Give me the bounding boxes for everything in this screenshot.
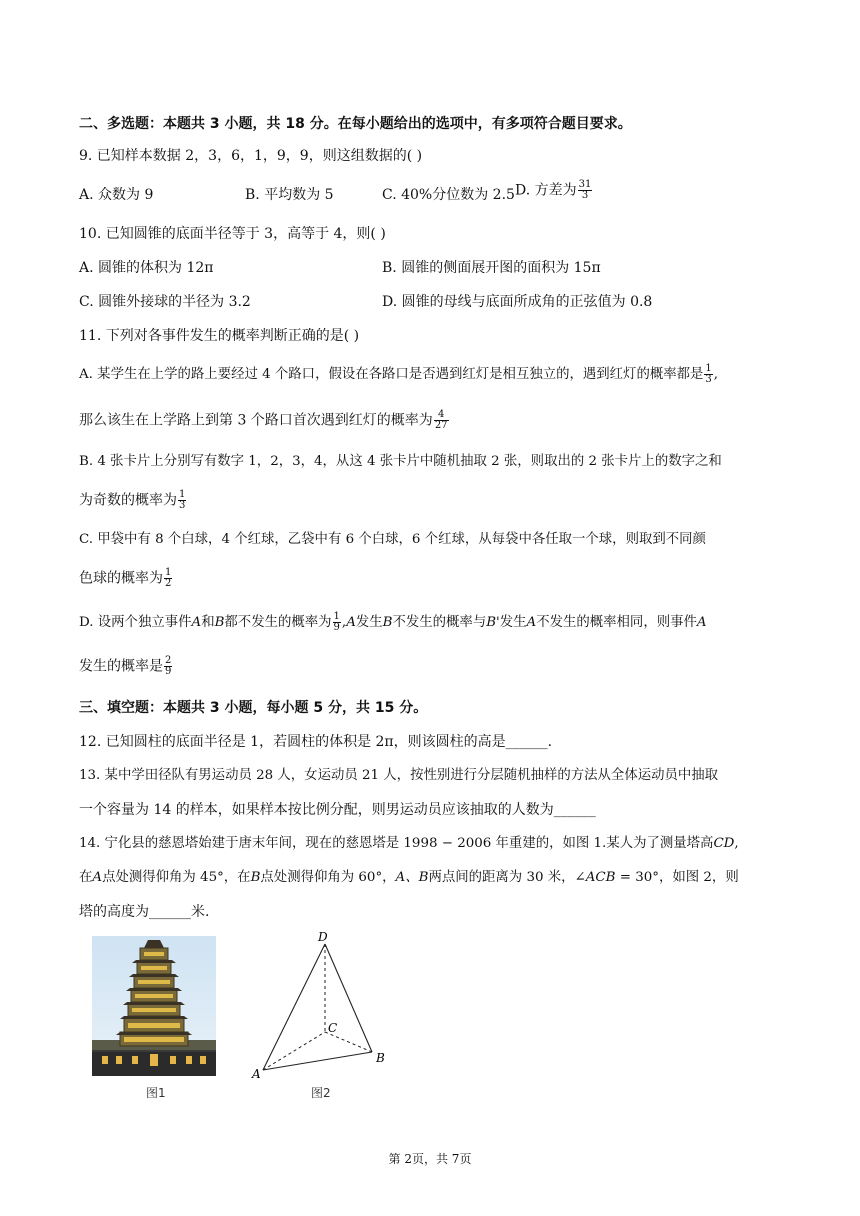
page-footer: 第 2页，共 7页 — [388, 1152, 472, 1166]
q11-option-c-line2: 色球的概率为 $\frac{1}{2}$ — [79, 567, 172, 589]
q11-option-a-line2: 那么该生在上学路上到第 3 个路口首次遇到红灯的概率为 $\frac{4}{27}$ — [79, 409, 448, 431]
q13-line1: 13. 某中学田径队有男运动员 28 人，女运动员 21 人，按性别进行分层随机抽样的方法从全体运动员中抽取 — [79, 768, 719, 783]
q11-stem: 11. 下列对各事件发生的概率判断正确的是( ) — [79, 328, 360, 344]
section2-header: 二、多选题：本题共 3 小题，共 18 分。在每小题给出的选项中，有多项符合题目要求。 — [79, 116, 632, 132]
point-a-label: A — [252, 1067, 261, 1080]
q13-line2: 一个容量为 14 的样本，如果样本按比例分配，则男运动员应该抽取的人数为______ — [79, 802, 596, 818]
q14-line1: 14. 宁化县的慈恩塔始建于唐末年间，现在的慈恩塔是 1998 − 2006 年重建的，如图 1.某人为了测量塔高CD, — [79, 836, 739, 851]
q10-option-d: D. 圆锥的母线与底面所成角的正弦值为 0.8 — [382, 294, 653, 310]
q14-line3: 塔的高度为______米. — [79, 904, 210, 920]
q11-option-a-line1: A. 某学生在上学的路上要经过 4 个路口，假设在各路口是否遇到红灯是相互独立的，遇到红灯的概率都是 $\frac{1}{3}$ , — [79, 363, 719, 385]
point-b-label: B — [376, 1051, 385, 1065]
q10-stem: 10. 已知圆锥的底面半径等于 3，高等于 4，则( ) — [79, 226, 386, 242]
q11-option-d-line1: D. 设两个独立事件A和B都不发生的概率为 $\frac{1}{9}$ ,A发生B不发生的概率与B'发生A不发生的概率相同，则事件A — [79, 611, 707, 633]
q10-option-b: B. 圆锥的侧面展开图的面积为 15π — [382, 260, 601, 276]
pyramid-diagram — [248, 928, 398, 1080]
pagoda-illustration — [92, 936, 216, 1076]
q12-stem: 12. 已知圆柱的底面半径是 1，若圆柱的体积是 2π，则该圆柱的高是______. — [79, 734, 553, 750]
figure-1-caption: 图1 — [146, 1086, 166, 1100]
q11-option-d-line2: 发生的概率是 $\frac{2}{9}$ — [79, 655, 172, 677]
figure-2-caption: 图2 — [311, 1086, 331, 1100]
q11-option-b-line1: B. 4 张卡片上分别写有数字 1，2，3，4，从这 4 张卡片中随机抽取 2 张，则取出的 2 张卡片上的数字之和 — [79, 454, 722, 469]
pagoda-photo — [92, 936, 216, 1076]
q11-option-c-line1: C. 甲袋中有 8 个白球，4 个红球，乙袋中有 6 个白球，6 个红球，从每袋中各任取一个球，则取到不同颜 — [79, 532, 706, 547]
section3-header: 三、填空题：本题共 3 小题，每小题 5 分，共 15 分。 — [79, 700, 428, 716]
q9-stem: 9. 已知样本数据 2，3，6，1，9，9，则这组数据的( ) — [79, 148, 423, 164]
q10-option-c: C. 圆锥外接球的半径为 3.2 — [79, 294, 251, 310]
q10-option-a: A. 圆锥的体积为 12π — [79, 260, 214, 276]
fraction: $\frac{31}{3}$ — [578, 179, 592, 201]
q9-option-b: B. 平均数为 5 — [245, 187, 334, 203]
q11-option-b-line2: 为奇数的概率为 $\frac{1}{3}$ — [79, 489, 186, 511]
point-d-label: D — [318, 930, 328, 944]
q14-line2: 在A点处测得仰角为 45°，在B点处测得仰角为 60°，A、B两点间的距离为 30 米，∠ACB = 30°，如图 2，则 — [79, 870, 739, 885]
q9-option-c: C. 40%分位数为 2.5 — [382, 187, 515, 203]
q9-option-d-label: D. 方差为 — [515, 182, 577, 199]
q9-option-d — [515, 180, 593, 201]
q9-option-a: A. 众数为 9 — [79, 187, 154, 203]
point-c-label: C — [328, 1021, 338, 1035]
